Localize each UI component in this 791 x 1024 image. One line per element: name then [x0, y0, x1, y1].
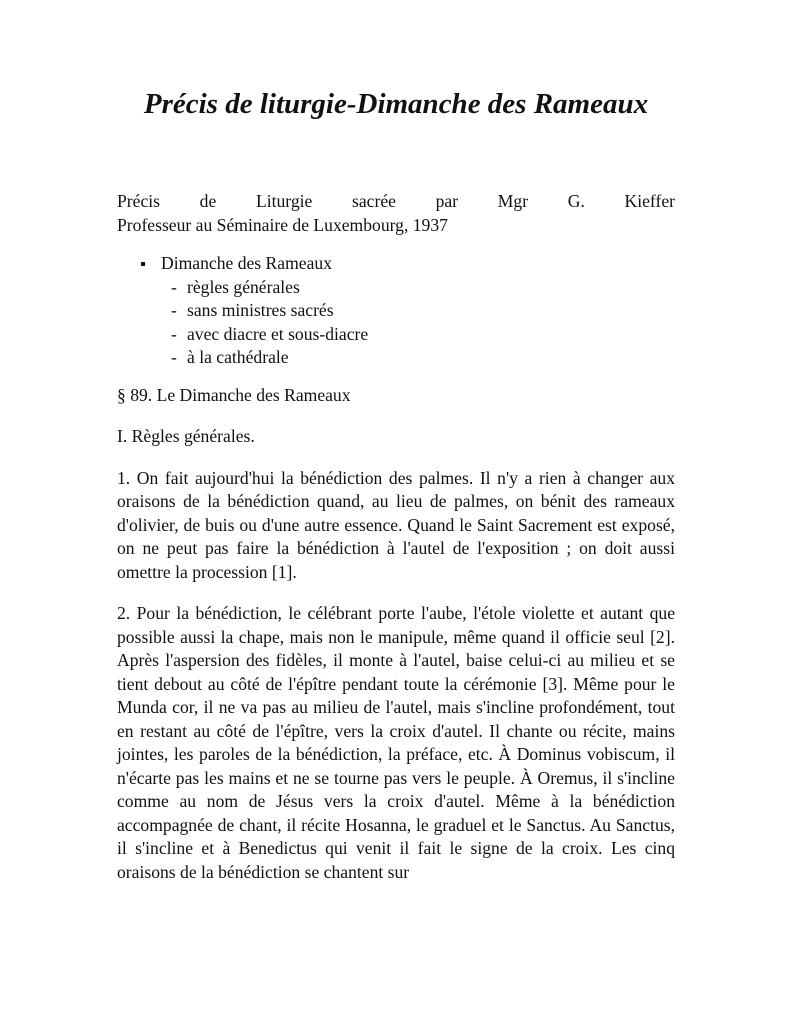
section-heading: § 89. Le Dimanche des Rameaux	[117, 384, 351, 405]
toc-sub-item	[171, 346, 675, 370]
toc-sub-item	[171, 276, 675, 300]
document-body	[117, 190, 675, 902]
square-bullet-icon	[141, 262, 145, 266]
toc-sub-item-label: à la cathédrale	[187, 347, 289, 367]
intro-line-affiliation: Professeur au Séminaire de Luxembourg, 1937	[117, 214, 448, 235]
toc-main-item	[117, 252, 675, 370]
toc-main-item-label: Dimanche des Rameaux	[161, 253, 332, 273]
dash-marker: -	[171, 323, 177, 344]
dash-marker: -	[171, 347, 177, 367]
toc-sub-item	[171, 323, 675, 347]
toc-sub-item-label: sans ministres sacrés	[187, 300, 334, 320]
paragraph-1: 1. On fait aujourd'hui la bénédiction des palmes. Il n'y a rien à changer aux oraisons de la bénédiction quand, au lieu de palmes, on bénit des rameaux d'olivier, de buis ou d'une autre essence. Quand le Saint Sacrement est exposé, on ne peut pas faire la bénédiction à l'autel de l'exposition ; on doit aussi omettre la procession [1].	[117, 467, 675, 582]
document-title: Précis de liturgie-Dimanche des Rameaux	[143, 88, 649, 120]
intro-line-author: Précis de Liturgie sacrée par Mgr G. Kieffer	[117, 191, 675, 211]
toc-sub-item-label: avec diacre et sous-diacre	[187, 323, 369, 344]
subsection-heading: I. Règles générales.	[117, 426, 255, 446]
toc-sub-item	[171, 299, 675, 323]
dash-marker: -	[171, 276, 177, 297]
paragraph-2: 2. Pour la bénédiction, le célébrant porte l'aube, l'étole violette et autant que possible aussi la chape, mais non le manipule, même quand il officie seul [2]. Après l'aspersion des fidèles, il monte à l'autel, baise celui-ci au milieu et se tient debout au côté de l'épître pendant toute la cérémonie [3]. Même pour le Munda cor, il ne va pas au milieu de l'autel, mais s'incline profondément, tout en restant au côté de l'épître, vers la croix d'autel. Il chante ou récite, mains jointes, les paroles de la bénédiction, la préface, etc. À Dominus vobiscum, il n'écarte pas les mains et ne se tourne pas vers le peuple. À Oremus, il s'incline comme au nom de Jésus vers la croix d'autel. Même à la bénédiction accompagnée de chant, il récite Hosanna, le graduel et le Sanctus. Au Sanctus, il s'incline et à Benedictus qui venit il fait le signe de la croix. Les cinq oraisons de la bénédiction se chantent sur	[117, 603, 675, 882]
dash-marker: -	[171, 300, 177, 320]
toc-sub-list	[161, 276, 675, 370]
intro-paragraph	[117, 190, 675, 237]
table-of-contents	[117, 252, 675, 370]
toc-sub-item-label: règles générales	[187, 276, 300, 297]
